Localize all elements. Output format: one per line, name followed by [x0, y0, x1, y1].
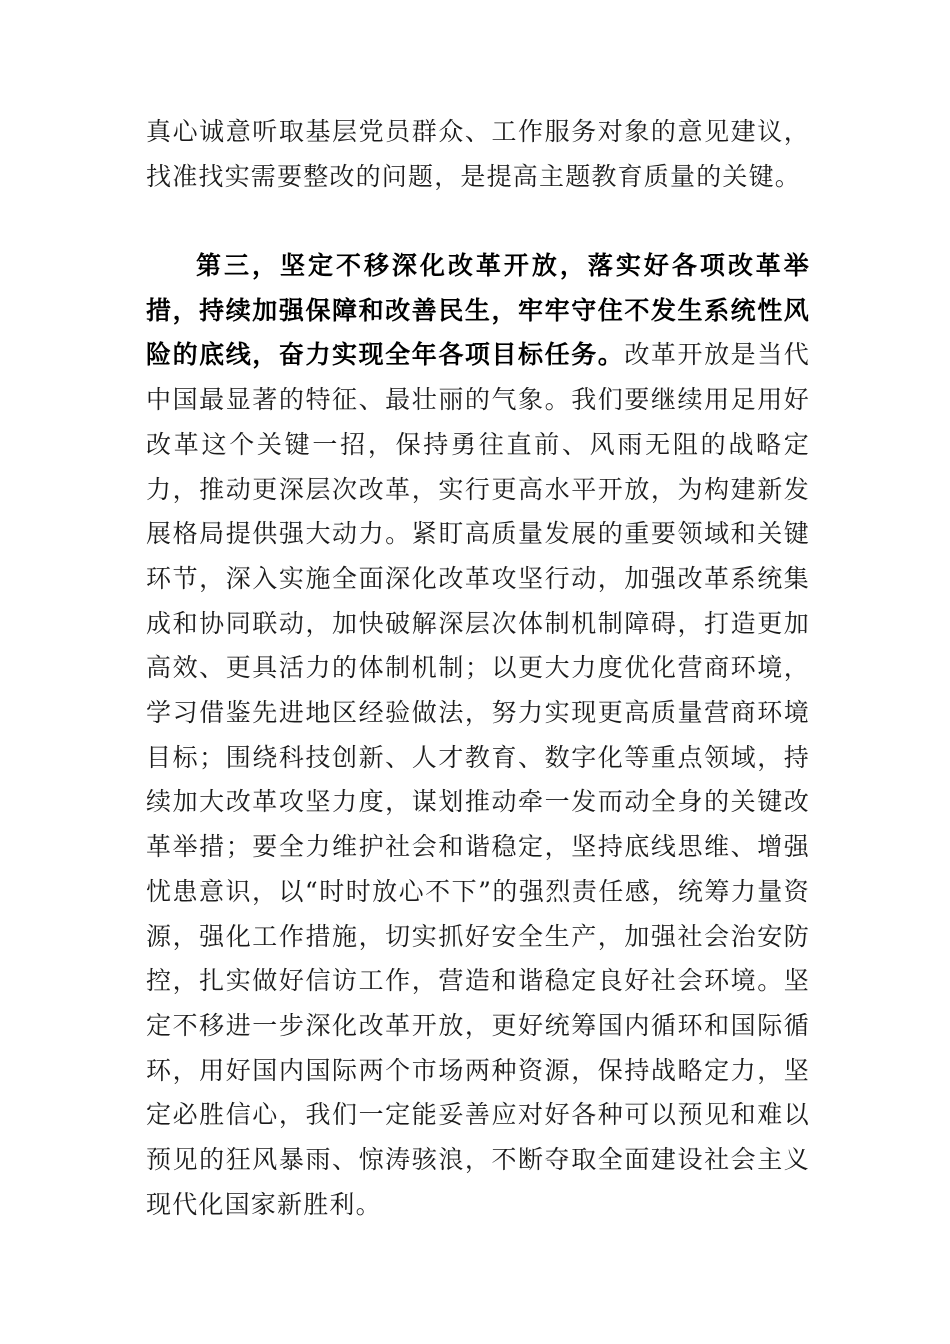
paragraph-lead-sentence: 第三，坚定不移深化改革开放，落实好各项改革举措，持续加强保障和改善民生，牢牢守住不发生系统性风险的底线，奋力实现全年各项目标任务。	[146, 251, 810, 370]
paragraph-intro-continuation: 真心诚意听取基层党员群众、工作服务对象的意见建议，找准找实需要整改的问题，是提高主题教育质量的关键。	[146, 117, 810, 191]
paragraph-body-text: 改革开放是当代中国最显著的特征、最壮丽的气象。我们要继续用足用好改革这个关键一招，保持勇往直前、风雨无阻的战略定力，推动更深层次改革，实行更高水平开放，为构建新发展格局提供强大动力。紧盯高质量发展的重要领域和关键环节，深入实施全面深化改革攻坚行动，加强改革系统集成和协同联动，加快破解深层次体制机制障碍，打造更加高效、更具活力的体制机制；以更大力度优化营商环境，学习借鉴先进地区经验做法，努力实现更高质量营商环境目标；围绕科技创新、人才教育、数字化等重点领域，持续加大改革攻坚力度，谋划推动牵一发而动全身的关键改革举措；要全力维护社会和谐稳定，坚持底线思维、增强忧患意识，以“时时放心不下”的强烈责任感，统筹力量资源，强化工作措施，切实抓好安全生产，加强社会治安防控，扎实做好信访工作，营造和谐稳定良好社会环境。坚定不移进一步深化改革开放，更好统筹国内循环和国际循环，用好国内国际两个市场两种资源，保持战略定力，坚定必胜信心，我们一定能妥善应对好各种可以预见和难以预见的狂风暴雨、惊涛骇浪，不断夺取全面建设社会主义现代化国家新胜利。	[146, 340, 810, 1219]
paragraph-third-point	[146, 244, 810, 1227]
